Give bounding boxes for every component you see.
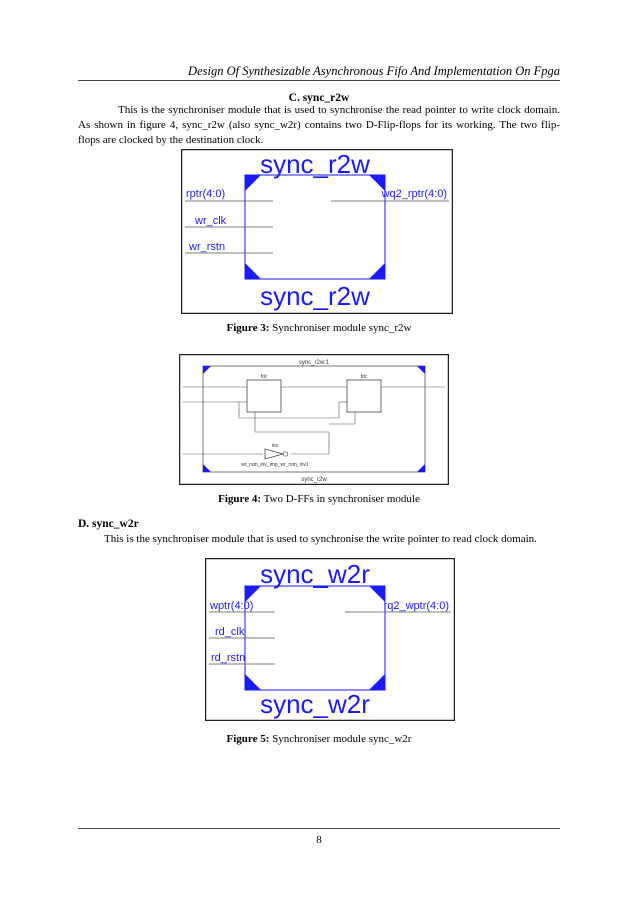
- section-d-heading: D. sync_w2r: [78, 518, 139, 530]
- header-rule: [78, 80, 560, 81]
- page-number: 8: [316, 834, 322, 846]
- section-c-heading: C. sync_r2w: [288, 92, 350, 104]
- figure-3-caption: [0, 322, 638, 334]
- caption-label: Figure 3:: [226, 322, 270, 334]
- caption-text: Two D-FFs in synchroniser module: [261, 493, 420, 505]
- block-title-top: sync_w2r: [260, 559, 370, 589]
- running-header: Design Of Synthesizable Asynchronous Fifo And Implementation On Fpga: [188, 64, 560, 78]
- footer-rule: [78, 828, 560, 829]
- inverter-label: inv: [271, 443, 279, 449]
- ff-label-1: fdc: [260, 374, 268, 380]
- flip-flop-1: [247, 380, 281, 412]
- figure-4: [179, 354, 449, 485]
- figure-4-bottom-label: sync_r2w: [301, 477, 327, 483]
- block-title-top: sync_r2w: [260, 149, 370, 179]
- block-title-bottom: sync_w2r: [260, 689, 370, 719]
- section-c-paragraph: [78, 103, 560, 148]
- ff-label-2: fdc: [360, 374, 368, 380]
- port-input-2: wr_clk: [195, 215, 227, 227]
- figure-4-top-label: sync_r2w:1: [298, 360, 330, 366]
- caption-label: Figure 4:: [218, 493, 262, 505]
- figure-5: [205, 558, 455, 721]
- port-input-3: rd_rstn: [211, 652, 246, 664]
- inverter-instance: wr_rstn_inv_imp_wr_rstn_inv1: [241, 462, 309, 468]
- flip-flop-2: [347, 380, 381, 412]
- port-output: wq2_rptr(4:0): [381, 188, 447, 200]
- port-input-2: rd_clk: [215, 626, 245, 638]
- caption-text: Synchroniser module sync_w2r: [269, 733, 412, 745]
- block-title-bottom: sync_r2w: [260, 281, 370, 311]
- port-input-1: wptr(4:0): [210, 600, 254, 612]
- port-input-1: rptr(4:0): [186, 188, 226, 200]
- section-d-text: This is the synchroniser module that is used to synchronise the write pointer to read clock domain.: [104, 533, 537, 545]
- section-c-text: This is the synchroniser module that is used to synchronise the read pointer to write clock domain. As shown in figure 4, sync_r2w (also sync_w2r) contains two D-Flip-flops for its working. The two flip-flops are clocked by the destination clock.: [78, 104, 560, 146]
- caption-text: Synchroniser module sync_r2w: [269, 322, 412, 334]
- section-d-paragraph: [78, 532, 560, 547]
- figure-5-caption: [0, 733, 638, 745]
- port-output: rq2_wptr(4:0): [383, 600, 449, 612]
- figure-4-caption: [0, 493, 638, 505]
- figure-3: [181, 149, 453, 314]
- inverter-bubble: [283, 452, 287, 456]
- figure-4-block: [203, 366, 425, 472]
- caption-label: Figure 5:: [226, 733, 270, 745]
- port-input-3: wr_rstn: [189, 241, 226, 253]
